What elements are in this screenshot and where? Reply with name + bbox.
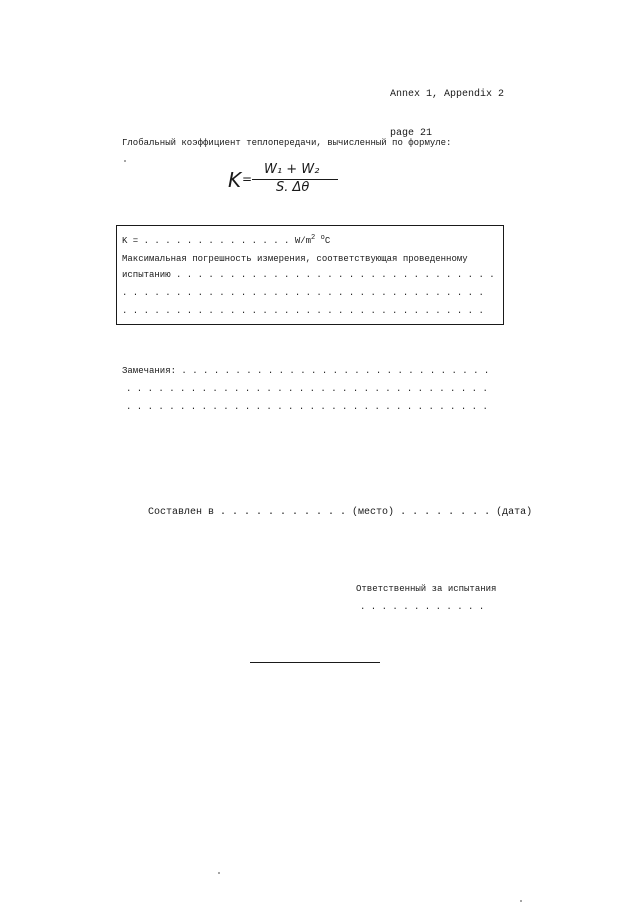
page-number: page 21 — [390, 128, 433, 139]
k-unit: W/m — [294, 236, 312, 246]
formula-numerator: W₁ + W₂ — [264, 162, 320, 177]
compiled-row — [148, 507, 532, 518]
k-value-row — [122, 234, 330, 246]
compiled-label: Составлен в — [148, 507, 215, 518]
remarks-label: Замечания: — [122, 366, 177, 376]
max-error-label: Максимальная погрешность измерения, соответствующая проведенному — [122, 254, 468, 264]
k-label: K = — [122, 236, 144, 246]
box-dots-line-2: . . . . . . . . . . . . . . . . . . . . . . . . . . . . . . . . . . — [122, 306, 484, 316]
formula-equals: = — [242, 172, 253, 186]
k-unit-degree: o — [320, 234, 325, 242]
k-value-dots: . . . . . . . . . . . . . . — [143, 236, 290, 246]
formula-intro-text: Глобальный коэффициент теплопередачи, вычисленный по формуле: — [122, 138, 452, 148]
annex-reference: Annex 1, Appendix 2 — [390, 89, 505, 100]
scan-speck — [218, 872, 220, 874]
test-label: испытанию — [122, 270, 171, 280]
footer-rule — [250, 662, 380, 663]
responsible-signature-dots: . . . . . . . . . . . . — [360, 602, 485, 612]
remarks-dots-2: . . . . . . . . . . . . . . . . . . . . . . . . . . . . . . . . . . — [126, 384, 488, 394]
responsible-label: Ответственный за испытания — [356, 584, 497, 594]
remarks-dots-1: . . . . . . . . . . . . . . . . . . . . . . . . . . . . . — [176, 366, 490, 376]
k-unit-celsius: C — [324, 236, 331, 246]
scan-speck — [124, 160, 126, 162]
box-dots-line-1: . . . . . . . . . . . . . . . . . . . . . . . . . . . . . . . . . . — [122, 288, 484, 298]
formula-lhs: K — [228, 168, 242, 192]
heat-transfer-formula — [228, 162, 338, 198]
compiled-place: (место) — [352, 507, 395, 518]
remarks-dots-3: . . . . . . . . . . . . . . . . . . . . . . . . . . . . . . . . . . — [126, 402, 488, 412]
formula-denominator: S. Δθ — [276, 180, 310, 195]
compiled-date: (дата) — [496, 507, 533, 518]
test-dots: . . . . . . . . . . . . . . . . . . . . . . . . . . . . . . — [170, 270, 495, 280]
k-unit-exponent: 2 — [311, 234, 316, 242]
remarks-row — [122, 366, 489, 376]
test-row — [122, 270, 495, 280]
compiled-place-dots: . . . . . . . . . . . — [214, 507, 353, 518]
scan-speck — [520, 900, 522, 902]
compiled-date-dots: . . . . . . . . — [394, 507, 497, 518]
